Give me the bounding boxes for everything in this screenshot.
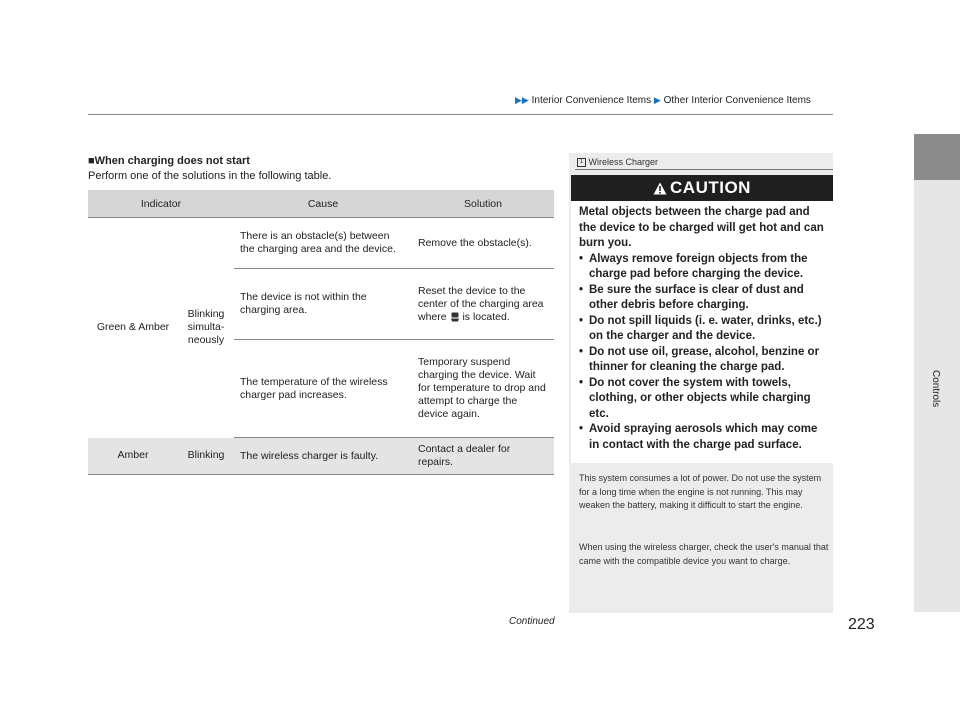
side-tab-label: Controls	[930, 370, 941, 408]
side-tab-marker	[914, 134, 960, 180]
header-cause: Cause	[234, 190, 412, 218]
list-item: • Do not spill liquids (i. e. water, drinks, etc.) on the charger and the device.	[579, 314, 829, 345]
breadcrumb	[515, 95, 811, 106]
caution-list	[579, 252, 829, 454]
caution-text	[579, 205, 829, 453]
list-item: • Do not use oil, grease, alcohol, benzine or thinner for cleaning the charge pad.	[579, 345, 829, 376]
cause-cell: The device is not within the charging area.	[234, 269, 412, 340]
cause-cell: The wireless charger is faulty.	[234, 438, 412, 475]
solution-cell: Reset the device to the center of the charging area where is located.	[412, 269, 554, 340]
list-item: • Be sure the surface is clear of dust and other debris before charging.	[579, 283, 829, 314]
indicator-color: Green & Amber	[96, 321, 170, 334]
square-bullet-icon: ■	[88, 155, 95, 167]
header-divider	[88, 114, 833, 115]
cause-cell: The temperature of the wireless charger pad increases.	[234, 340, 412, 438]
sidebar-note-divider	[575, 169, 833, 170]
indicator-pattern: Blinking	[178, 438, 234, 475]
table-row	[88, 218, 554, 269]
solution-cell: Temporary suspend charging the device. Wait for temperature to drop and attempt to charge the device again.	[412, 340, 554, 438]
table-row	[88, 438, 554, 475]
table-header-row	[88, 190, 554, 218]
cause-cell: There is an obstacle(s) between the charging area and the device.	[234, 218, 412, 269]
header-solution: Solution	[412, 190, 554, 218]
breadcrumb-arrow-icon: ▶	[653, 95, 661, 105]
section-title: ■When charging does not start	[88, 155, 250, 167]
page-number: 223	[848, 616, 875, 633]
section-description: Perform one of the solutions in the following table.	[88, 170, 332, 182]
continued-label: Continued	[509, 616, 555, 627]
reference-icon: 1	[577, 158, 586, 167]
breadcrumb-item-interior: Interior Convenience Items	[531, 95, 652, 106]
power-note: This system consumes a lot of power. Do not use the system for a long time when the engine is not running. This may weaken the battery, making it difficult to start the engine.	[579, 473, 822, 510]
warning-triangle-icon	[653, 177, 667, 203]
solution-cell: Contact a dealer for repairs.	[412, 438, 554, 475]
solutions-table	[88, 190, 554, 475]
breadcrumb-arrow-icon: ▶▶	[515, 95, 529, 105]
list-item: • Do not cover the system with towels, clothing, or other objects while charging etc.	[579, 376, 829, 423]
wireless-charger-icon	[450, 312, 460, 322]
list-item: • Avoid spraying aerosols which may come in contact with the charge pad surface.	[579, 422, 829, 453]
indicator-color: Amber	[88, 438, 178, 475]
indicator-pattern: Blinking simulta-neously	[187, 308, 225, 347]
header-indicator: Indicator	[88, 190, 234, 218]
caution-header: CAUTION	[571, 175, 833, 201]
manual-note: When using the wireless charger, check the user's manual that came with the compatible device you want to charge.	[579, 542, 829, 566]
list-item: • Always remove foreign objects from the charge pad before charging the device.	[579, 252, 829, 283]
breadcrumb-item-other: Other Interior Convenience Items	[663, 95, 811, 106]
caution-intro: Metal objects between the charge pad and the device to be charged will get hot and can burn you.	[579, 206, 824, 249]
solution-cell: Remove the obstacle(s).	[412, 218, 554, 269]
side-tab	[914, 134, 960, 612]
sidebar-note-title: 1 Wireless Charger	[577, 157, 658, 167]
